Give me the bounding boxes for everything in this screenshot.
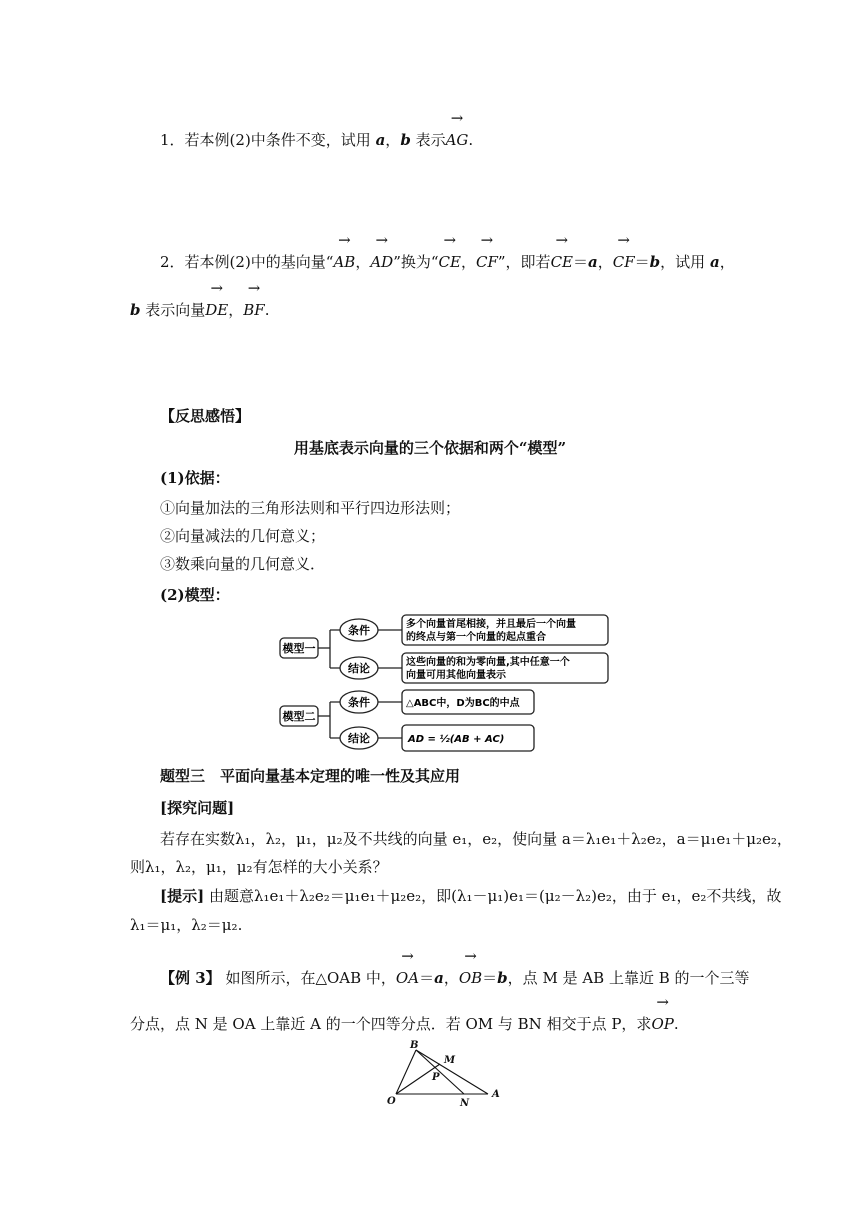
example-3-line2: 分点，点 N 是 OA 上靠近 A 的一个四等分点．若 OM 与 BN 相交于点 P，求→ OP. <box>130 1014 679 1034</box>
vector-ag: → AG <box>446 130 469 150</box>
vector-de: → DE <box>205 300 228 320</box>
vector-bf: → BF <box>243 300 264 320</box>
example-3-line1: 【例 3】 如图所示，在△OAB 中，→ OA＝a，→ OB＝b，点 M 是 AB 上靠近 B 的一个三等 <box>160 968 750 988</box>
label-a: A <box>492 1089 500 1100</box>
vector-ad: → AD <box>370 252 393 272</box>
basis-item-1: ①向量加法的三角形法则和平行四边形法则； <box>160 499 461 517</box>
vector-ce-2: → CE <box>551 252 573 272</box>
hint-line2: λ₁＝μ₁，λ₂＝μ₂. <box>130 916 243 934</box>
m1-concl-line1: 这些向量的和为零向量,其中任意一个 <box>406 657 570 668</box>
vector-ab: → AB <box>333 252 355 272</box>
basis-item-3: ③数乘向量的几何意义． <box>160 555 326 573</box>
question-2-line-1: 2．若本例(2)中的基向量“→ AB，→ AD”换为“→ CE，→ CF”，即若→ CE＝a，→ CF＝b，试用 a， <box>160 252 735 272</box>
hint-text-1: 由题意λ₁e₁＋λ₂e₂＝μ₁e₁＋μ₂e₂，即(λ₁－μ₁)e₁＝(μ₂－λ₂)e₂，由于 e₁，e₂不共线，故 <box>208 887 782 905</box>
label-o: O <box>387 1096 396 1107</box>
basis-label: (1)依据： <box>160 469 230 487</box>
m1-cond-line1: 多个向量首尾相接，并且最后一个向量 <box>406 619 576 630</box>
model-diagram <box>278 610 618 758</box>
model-1-box <box>280 638 318 658</box>
vector-ce: → CE <box>439 252 461 272</box>
explore-label: [探究问题] <box>160 799 235 817</box>
m1-cond-tag: 条件 <box>348 624 370 637</box>
m1-concl-tag: 结论 <box>348 662 370 675</box>
vector-ob: → OB <box>459 968 482 988</box>
m1-concl-line2: 向量可用其他向量表示 <box>406 670 506 681</box>
question-2-line-2: b 表示向量→ DE，→ BF. <box>130 300 270 320</box>
vector-cf: → CF <box>476 252 498 272</box>
question-1: 1．若本例(2)中条件不变，试用 a，b 表示→ AG. <box>160 130 473 150</box>
label-b: B <box>410 1040 419 1051</box>
example-3-label: 【例 3】 <box>160 969 221 987</box>
explore-q-line2: 则λ₁，λ₂，μ₁，μ₂有怎样的大小关系？ <box>130 858 388 876</box>
hint-line1 <box>160 886 781 906</box>
label-m: M <box>444 1055 456 1066</box>
model-label: (2)模型： <box>160 586 230 604</box>
m1-cond-line2: 的终点与第一个向量的起点重合 <box>406 632 546 643</box>
reflect-heading: 【反思感悟】 <box>160 407 251 425</box>
m2-cond-tag: 条件 <box>348 696 370 709</box>
m2-concl-tag: 结论 <box>348 732 370 745</box>
reflect-title: 用基底表示向量的三个依据和两个“模型” <box>293 439 567 457</box>
explore-q-line1: 若存在实数λ₁，λ₂，μ₁，μ₂及不共线的向量 e₁，e₂，使向量 a＝λ₁e₁＋λ₂e₂，a＝μ₁e₁＋μ₂e₂， <box>160 830 792 848</box>
model-2-label: 模型二 <box>282 710 316 723</box>
section-3-title: 题型三 平面向量基本定理的唯一性及其应用 <box>160 767 461 785</box>
vector-op: → OP <box>651 1014 673 1034</box>
label-p: P <box>432 1072 440 1083</box>
m2-cond-text: △ABC中，D为BC的中点 <box>406 698 520 709</box>
model-1-label: 模型一 <box>282 642 316 655</box>
hint-label: [提示] <box>160 887 205 905</box>
vector-cf-2: → CF <box>613 252 635 272</box>
label-n: N <box>460 1098 470 1109</box>
basis-item-2: ②向量减法的几何意义； <box>160 527 326 545</box>
m2-concl-text: AD = ½(AB + AC) <box>408 734 505 745</box>
model-2-box <box>280 706 318 726</box>
triangle-figure <box>386 1038 510 1110</box>
segment-bn <box>416 1050 464 1094</box>
vector-oa: → OA <box>396 968 419 988</box>
